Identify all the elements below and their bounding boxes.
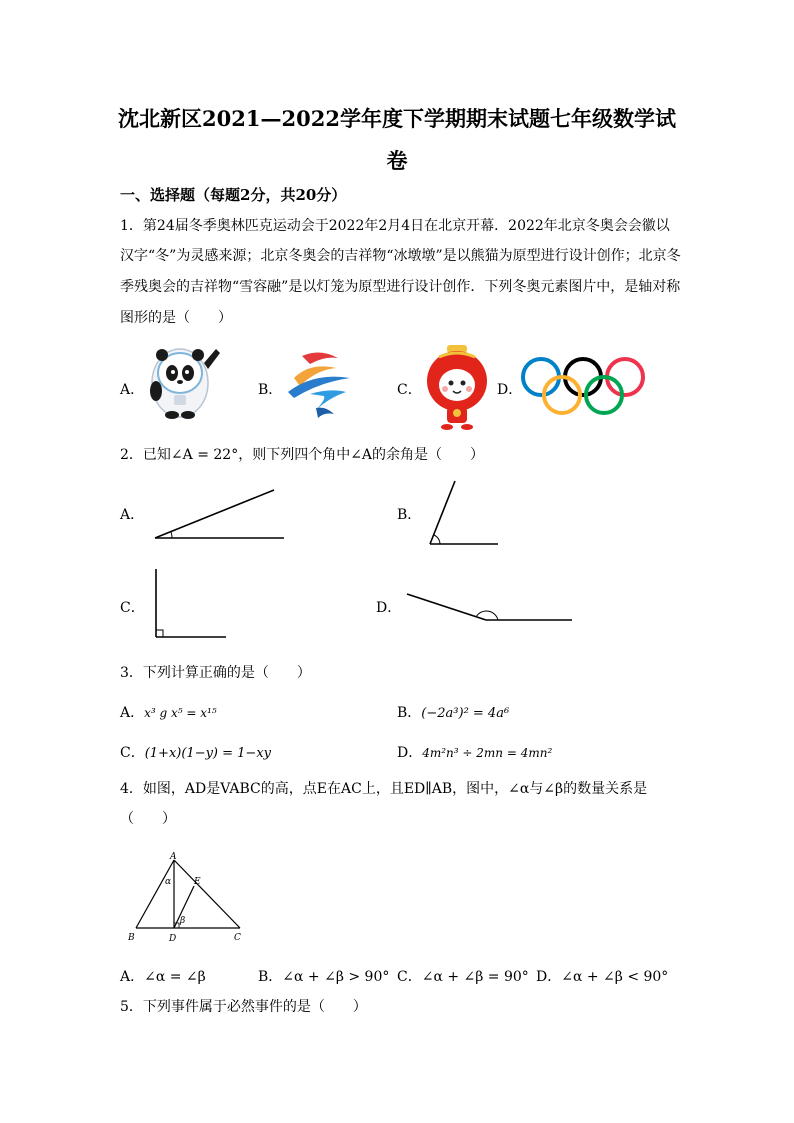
shuey-rhon-rhon-image: [417, 343, 497, 435]
q2-angle-c-figure: [150, 566, 232, 646]
section-heading: 一、选择题（每题2分，共20分）: [120, 186, 347, 204]
bing-dwen-dwen-image: [140, 343, 222, 425]
q3-option-c: [120, 742, 271, 762]
q3-option-c-expression: (1+x)(1−y) = 1−xy: [144, 746, 272, 761]
q4-label-e: E: [194, 877, 201, 887]
beijing-2022-emblem-image: [280, 348, 360, 424]
q5-text: 5．下列事件属于必然事件的是（ ）: [120, 999, 367, 1015]
q4-option-a: A．∠α = ∠β: [120, 969, 206, 985]
q4-label-alpha: α: [165, 877, 172, 887]
q1-line-4: 图形的是（ ）: [120, 310, 232, 326]
q3-option-d-expression: 4m²n³ ÷ 2mn = 4mn²: [422, 746, 553, 760]
q4-label-beta: β: [180, 916, 186, 926]
page-title-continued: 卷: [386, 148, 408, 173]
q4-option-d: D．∠α + ∠β < 90°: [536, 969, 669, 985]
q4-label-a: A: [170, 852, 177, 862]
q3-option-b-expression: (−2a³)² = 4a⁶: [421, 706, 510, 721]
q2-option-a-label: A．: [120, 507, 145, 523]
q3-option-b-label: B．: [397, 705, 422, 721]
q2-angle-a-figure: [150, 484, 290, 548]
q4-line-1: 4．如图，AD是VABC的高，点E在AC上，且ED∥AB，图中，∠α与∠β的数量关系是: [120, 781, 648, 797]
q1-option-a-label: A．: [120, 382, 145, 398]
q3-option-b: [397, 702, 509, 722]
q1-line-3: 季残奥会的吉祥物“雪容融”是以灯笼为原型进行设计创作．下列冬奥元素图片中，是轴对称: [120, 279, 681, 295]
q2-angle-b-figure: [424, 478, 504, 554]
q4-triangle-figure: [124, 848, 248, 948]
q3-option-a-label: A．: [120, 705, 145, 721]
q2-option-b-label: B．: [397, 507, 422, 523]
q3-option-a-expression: x³ g x⁵ = x¹⁵: [144, 706, 217, 720]
q4-label-d: D: [169, 934, 177, 944]
q1-option-d-label: D．: [497, 382, 523, 398]
q1-line-2: 汉字“冬”为灵感来源；北京冬奥会的吉祥物“冰墩墩”是以熊猫为原型进行设计创作；北京冬: [120, 248, 681, 264]
q4-line-2: （ ）: [120, 811, 176, 827]
q2-angle-d-figure: [404, 588, 576, 632]
page-title: 沈北新区2021—2022学年度下学期期末试题七年级数学试: [118, 106, 676, 131]
olympic-rings-image: [518, 355, 648, 421]
q2-option-c-label: C．: [120, 600, 145, 616]
q3-option-c-label: C．: [120, 745, 145, 761]
q4-option-b: B．∠α + ∠β > 90°: [258, 969, 390, 985]
q4-option-c: C．∠α + ∠β = 90°: [397, 969, 529, 985]
q3-text: 3．下列计算正确的是（ ）: [120, 665, 311, 681]
q3-option-a: [120, 702, 217, 722]
q4-label-c: C: [234, 933, 241, 943]
q3-option-d-label: D．: [397, 745, 423, 761]
q4-label-b: B: [128, 933, 135, 943]
q1-line-1: 1．第24届冬季奥林匹克运动会于2022年2月4日在北京开幕．2022年北京冬奥会会徽以: [120, 218, 670, 234]
q3-option-d: [397, 742, 552, 762]
q2-text: 2．已知∠A = 22°，则下列四个角中∠A的余角是（ ）: [120, 447, 485, 463]
q1-option-c-label: C．: [397, 382, 422, 398]
q1-option-b-label: B．: [258, 382, 283, 398]
q2-option-d-label: D．: [376, 600, 402, 616]
